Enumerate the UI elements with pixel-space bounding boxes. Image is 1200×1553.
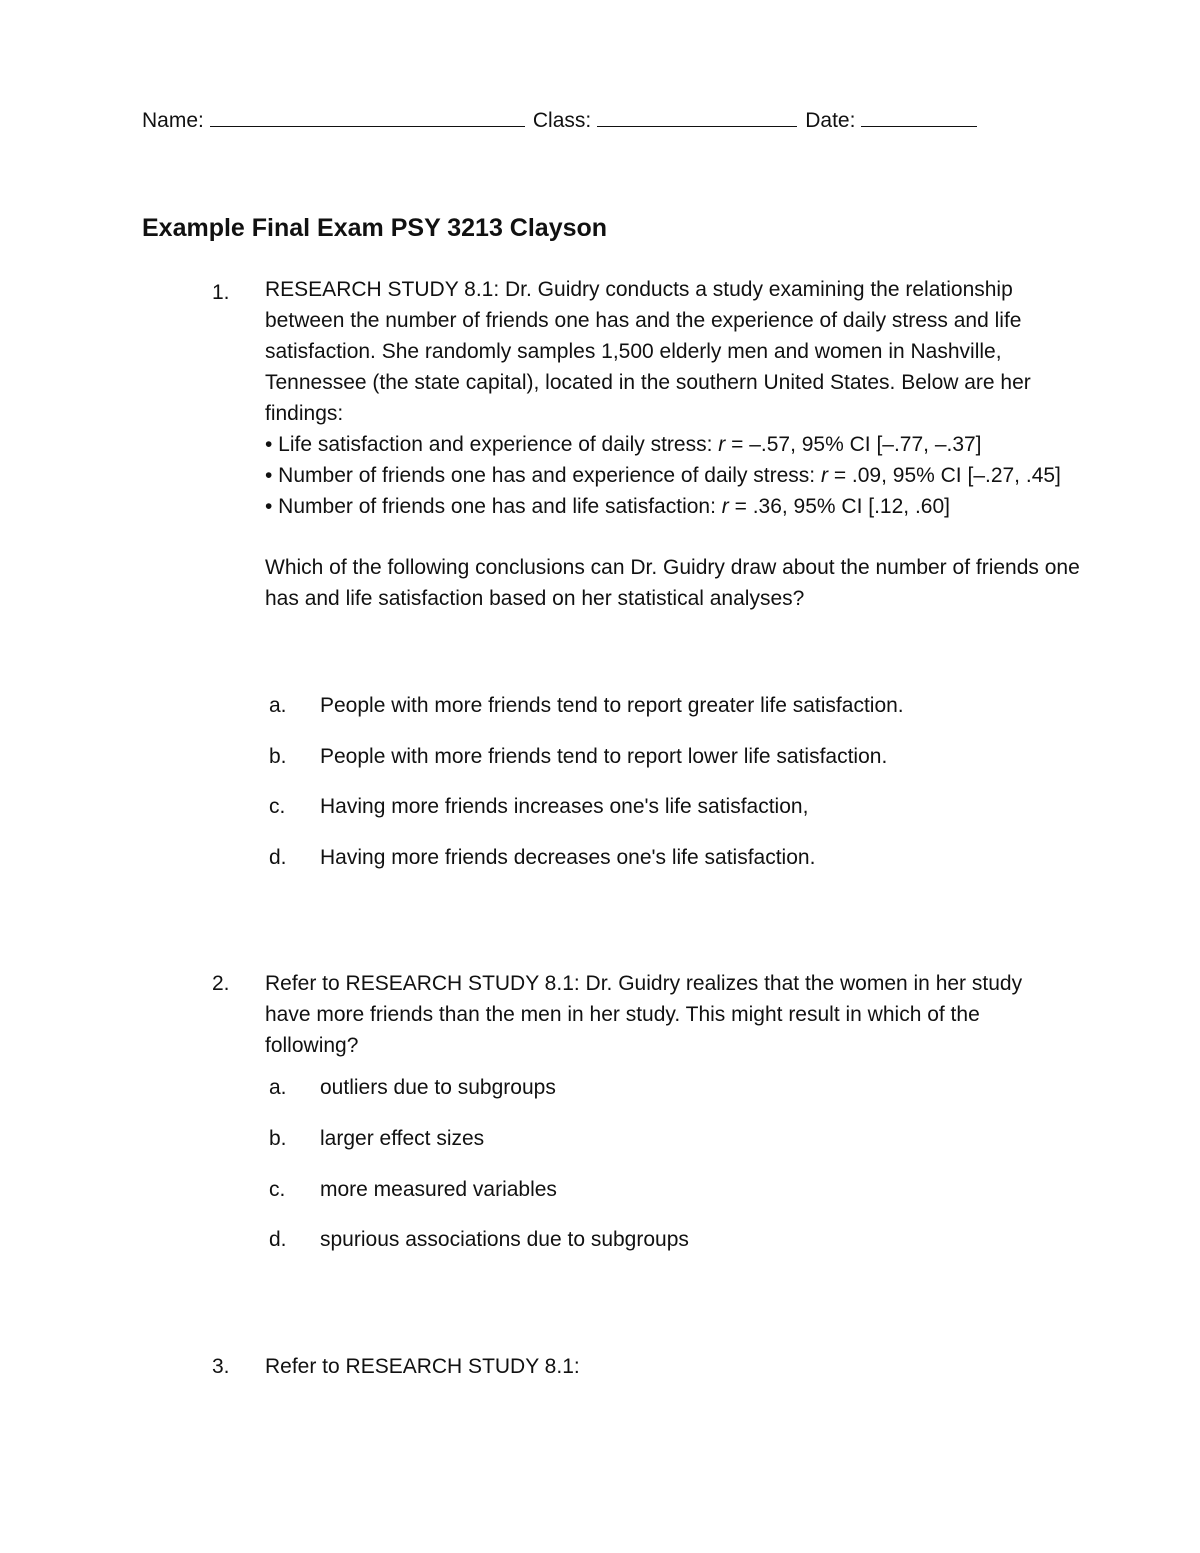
option-letter: a.	[269, 1076, 287, 1099]
option-letter: c.	[269, 1178, 286, 1201]
question-intro: Refer to RESEARCH STUDY 8.1: Dr. Guidry realizes that the women in her study have more friends than the men in her study. This might result in which of the following?	[265, 972, 1023, 1057]
r-symbol: r	[820, 464, 828, 487]
class-label: Class:	[532, 109, 592, 132]
question-prompt: Which of the following conclusions can Dr. Guidry draw about the number of friends one has and life satisfaction based on her statistical analyses?	[265, 556, 1080, 610]
r-symbol: r	[721, 495, 729, 518]
date-blank	[861, 106, 977, 127]
question-number: 3.	[212, 1355, 230, 1378]
option-text: Having more friends decreases one's life satisfaction.	[320, 846, 816, 869]
option-text: People with more friends tend to report greater life satisfaction.	[320, 694, 904, 717]
class-blank	[597, 106, 797, 127]
exam-title: Example Final Exam PSY 3213 Clayson	[142, 214, 608, 242]
option-text: outliers due to subgroups	[320, 1076, 556, 1099]
option-letter: d.	[269, 846, 287, 869]
question-intro: RESEARCH STUDY 8.1: Dr. Guidry conducts a study examining the relationship between the number of friends one has and the experience of daily stress and life satisfaction. She randomly samples 1,500 elderly men and women in Nashville, Tennessee (the state capital), located in the southern United States. Below are her findings:	[265, 278, 1031, 425]
option-letter: b.	[269, 745, 287, 768]
question-number: 1.	[212, 281, 230, 304]
finding-item: • Life satisfaction and experience of daily stress: r = –.57, 95% CI [–.77, –.37]	[265, 433, 982, 456]
finding-item: • Number of friends one has and life satisfaction: r = .36, 95% CI [.12, .60]	[265, 495, 950, 518]
option-letter: a.	[269, 694, 287, 717]
question-1-body	[265, 274, 1085, 614]
name-label: Name:	[142, 109, 204, 132]
name-blank	[210, 106, 525, 127]
finding-item: • Number of friends one has and experience of daily stress: r = .09, 95% CI [–.27, .45]	[265, 464, 1061, 487]
option-text: larger effect sizes	[320, 1127, 485, 1150]
date-label: Date:	[805, 109, 856, 132]
question-2-body	[265, 968, 1065, 1061]
r-symbol: r	[718, 433, 726, 456]
question-intro: Refer to RESEARCH STUDY 8.1:	[265, 1355, 580, 1378]
option-text: spurious associations due to subgroups	[320, 1228, 689, 1251]
option-letter: c.	[269, 795, 286, 818]
option-text: People with more friends tend to report lower life satisfaction.	[320, 745, 888, 768]
header-row	[142, 106, 979, 135]
question-3-body	[265, 1351, 1085, 1382]
option-letter: b.	[269, 1127, 287, 1150]
option-text: more measured variables	[320, 1178, 557, 1201]
option-text: Having more friends increases one's life satisfaction,	[320, 795, 809, 818]
question-number: 2.	[212, 972, 230, 995]
option-letter: d.	[269, 1228, 287, 1251]
